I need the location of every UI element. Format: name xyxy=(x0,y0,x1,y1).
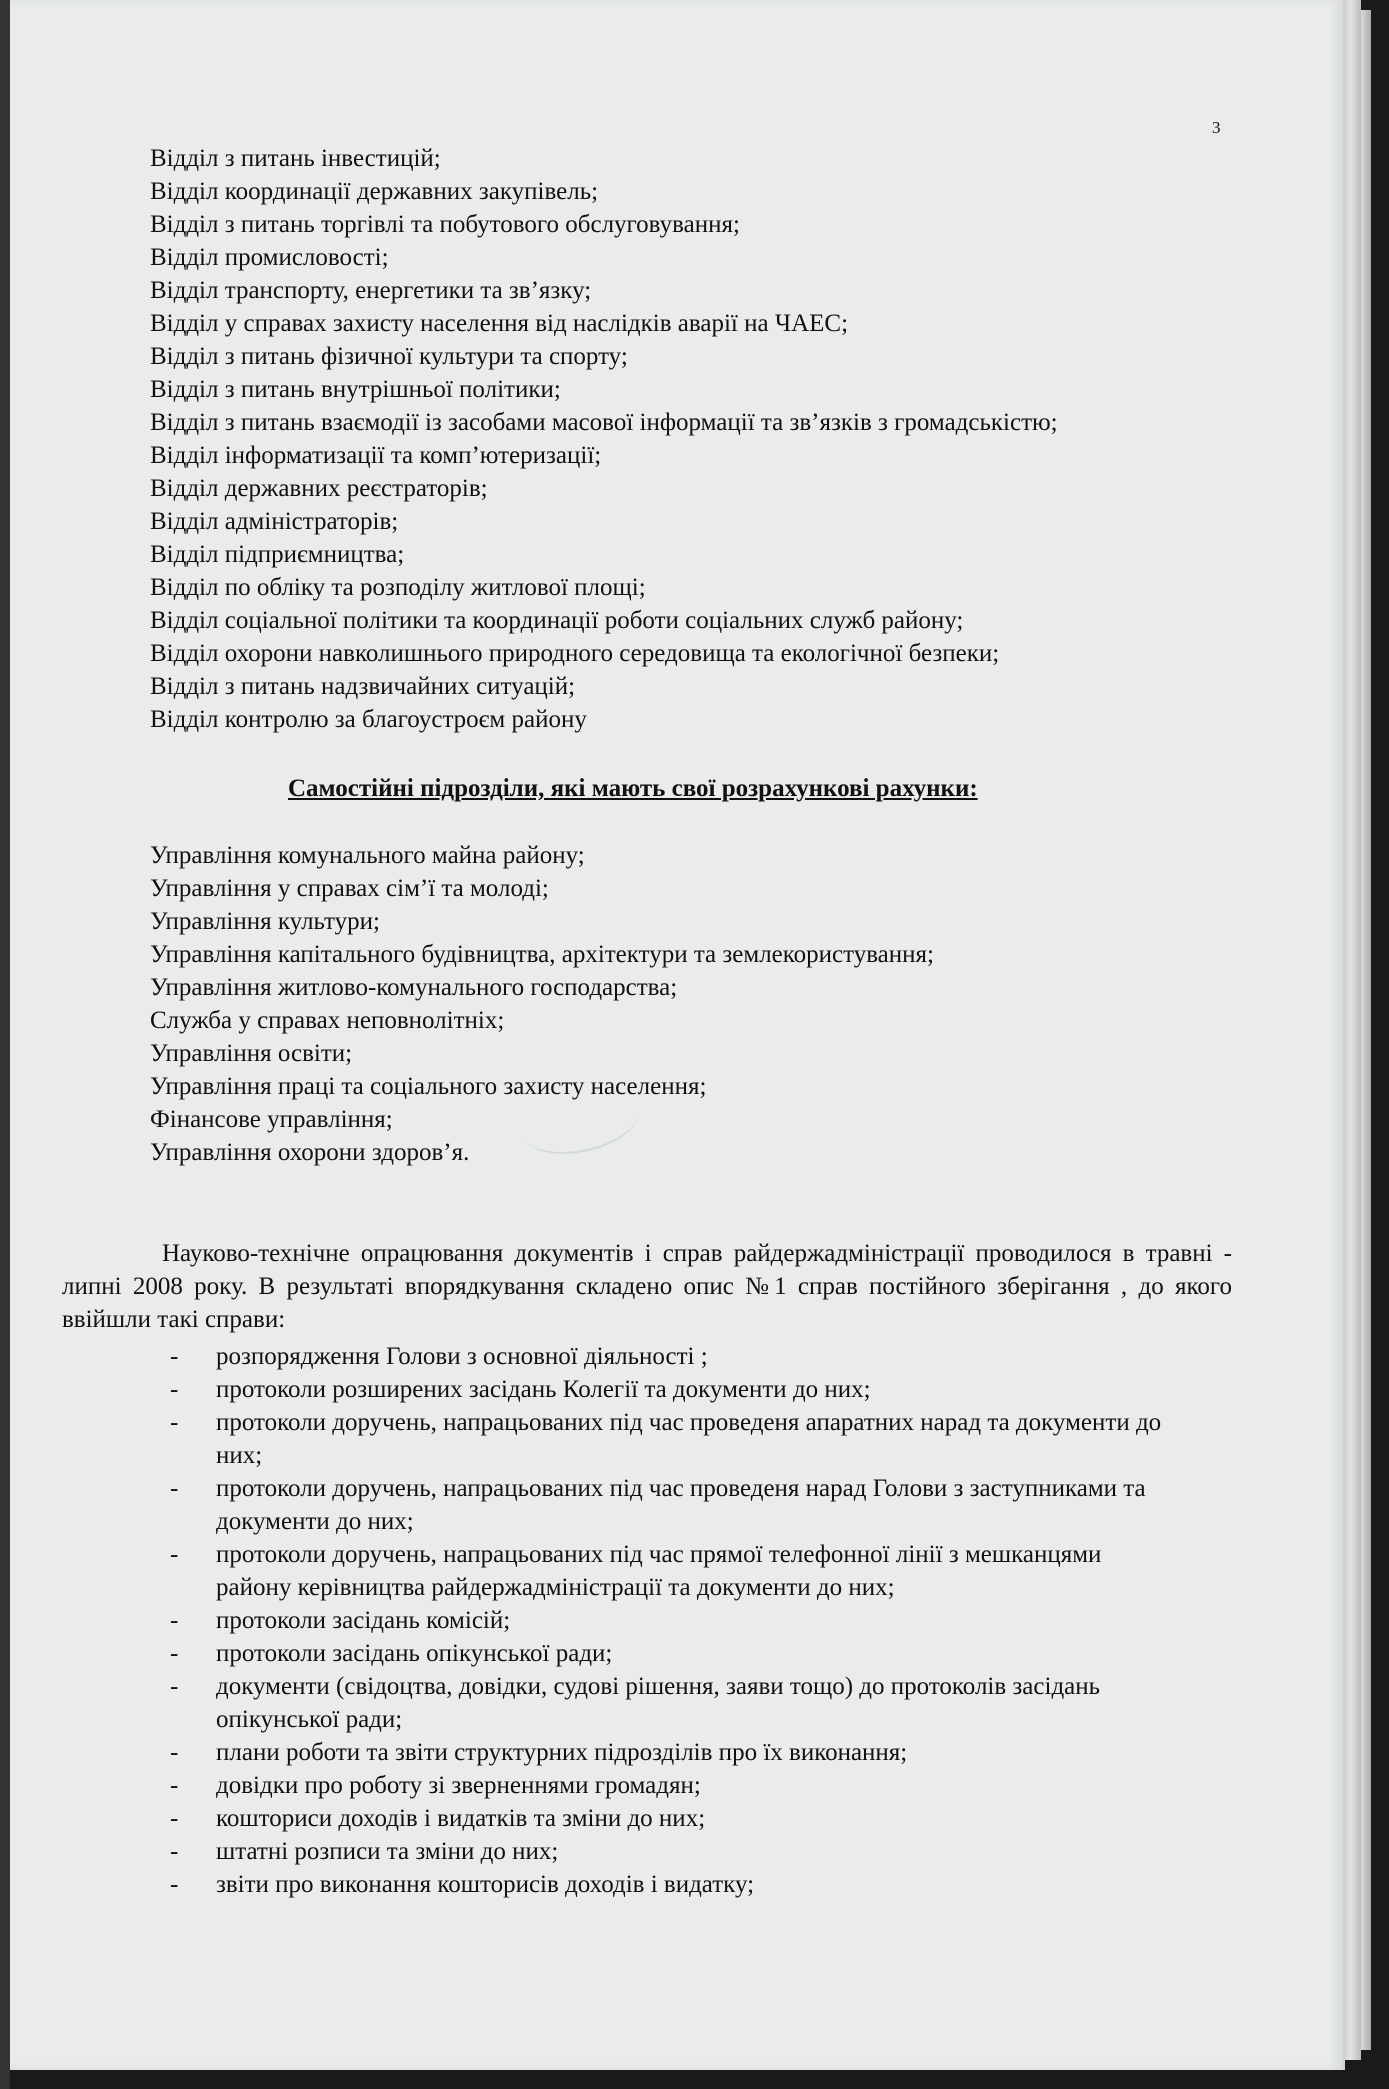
list-item-text: протоколи засідань опікунської ради; xyxy=(216,1640,613,1667)
dash-marker: - xyxy=(170,1871,179,1898)
list-item: Відділ з питань торгівлі та побутового обслуговування; xyxy=(150,211,740,238)
list-item-text: кошториси доходів і видатків та зміни до них; xyxy=(216,1805,706,1832)
dash-marker: - xyxy=(170,1541,179,1568)
list-item: Управління комунального майна району; xyxy=(150,842,585,869)
dash-marker: - xyxy=(170,1376,179,1403)
list-item: Відділ державних реєстраторів; xyxy=(150,475,488,502)
list-item: Управління праці та соціального захисту населення; xyxy=(150,1073,707,1100)
list-item: Відділ координації державних закупівель; xyxy=(150,178,599,205)
list-item: Фінансове управління; xyxy=(150,1106,393,1133)
list-item: Управління освіти; xyxy=(150,1040,353,1067)
list-item xyxy=(170,1472,1170,1538)
list-item-text: протоколи доручень, напрацьованих під час прямої телефонної лінії з мешканцями району керівництва райдержадміністрації та документи до них; xyxy=(216,1541,1102,1601)
list-item: Відділ з питань взаємодії із засобами масової інформації та зв’язків з громадськістю; xyxy=(150,409,1058,436)
list-item-text: довідки про роботу зі зверненнями громадян; xyxy=(216,1772,701,1799)
list-item-text: протоколи доручень, напрацьованих під час проведеня апаратних нарад та документи до них; xyxy=(216,1409,1162,1469)
page-stack-edge-back xyxy=(1361,10,1371,2050)
list-item: Служба у справах неповнолітніх; xyxy=(150,1007,505,1034)
dash-marker: - xyxy=(170,1607,179,1634)
list-item xyxy=(170,1340,1170,1373)
list-item-text: протоколи доручень, напрацьованих під час проведеня нарад Голови з заступниками та документи до них; xyxy=(216,1475,1146,1535)
list-item xyxy=(170,1835,1170,1868)
list-item: Відділ з питань інвестицій; xyxy=(150,145,441,172)
dash-marker: - xyxy=(170,1739,179,1766)
list-item-text: документи (свідоцтва, довідки, судові рішення, заяви тощо) до протоколів засідань опікунської ради; xyxy=(216,1673,1101,1733)
dash-marker: - xyxy=(170,1673,179,1700)
list-item: Відділ адміністраторів; xyxy=(150,508,399,535)
list-item: Управління охорони здоров’я. xyxy=(150,1139,470,1166)
dash-marker: - xyxy=(170,1805,179,1832)
list-item xyxy=(170,1802,1170,1835)
list-item-text: розпорядження Голови з основної діяльності ; xyxy=(216,1343,708,1370)
list-item: Відділ підприємництва; xyxy=(150,541,405,568)
body-paragraph: Науково-технічне опрацювання документів і справ райдержадміністрації проводилося в травні - липні 2008 року. В результаті впорядкування складено опис №1 справ постійного зберігання , до якого ввійшли такі справи: xyxy=(62,1240,1232,1333)
section-heading: Самостійні підрозділи, які мають свої розрахункові рахунки: xyxy=(288,775,978,802)
dash-marker: - xyxy=(170,1640,179,1667)
list-item: Відділ з питань надзвичайних ситуацій; xyxy=(150,673,576,700)
list-item: Відділ промисловості; xyxy=(150,244,389,271)
list-item: Управління у справах сім’ї та молоді; xyxy=(150,875,549,902)
list-item: Відділ соціальної політики та координації роботи соціальних служб району; xyxy=(150,607,964,634)
list-item: Відділ транспорту, енергетики та зв’язку; xyxy=(150,277,592,304)
dash-marker: - xyxy=(170,1343,179,1370)
page-stack-edge xyxy=(1343,0,1361,2060)
dash-marker: - xyxy=(170,1838,179,1865)
list-item: Відділ контролю за благоустроєм району xyxy=(150,706,587,733)
list-item-text: штатні розписи та зміни до них; xyxy=(216,1838,559,1865)
page-number: 3 xyxy=(1212,118,1221,137)
dash-marker: - xyxy=(170,1772,179,1799)
list-item: Відділ з питань внутрішньої політики; xyxy=(150,376,561,403)
list-item xyxy=(170,1670,1170,1736)
list-item: Відділ інформатизації та комп’ютеризації; xyxy=(150,442,602,469)
list-item: Відділ з питань фізичної культури та спорту; xyxy=(150,343,628,370)
list-item xyxy=(170,1604,1170,1637)
list-item xyxy=(170,1736,1170,1769)
list-item-text: звіти про виконання кошторисів доходів і видатку; xyxy=(216,1871,755,1898)
list-item: Відділ по обліку та розподілу житлової площі; xyxy=(150,574,646,601)
list-item: Відділ у справах захисту населення від наслідків аварії на ЧАЕС; xyxy=(150,310,849,337)
dash-marker: - xyxy=(170,1409,179,1436)
dash-marker: - xyxy=(170,1475,179,1502)
list-item: Відділ охорони навколишнього природного середовища та екологічної безпеки; xyxy=(150,640,1000,667)
list-item-text: плани роботи та звіти структурних підрозділів про їх виконання; xyxy=(216,1739,908,1766)
list-item: Управління житлово-комунального господарства; xyxy=(150,974,678,1001)
list-item xyxy=(170,1406,1170,1472)
list-item xyxy=(170,1373,1170,1406)
list-item-text: протоколи засідань комісій; xyxy=(216,1607,511,1634)
list-item-text: протоколи розширених засідань Колегії та документи до них; xyxy=(216,1376,871,1403)
records-list xyxy=(170,1340,1170,1901)
list-item: Управління капітального будівництва, архітектури та землекористування; xyxy=(150,941,934,968)
scan-left-edge xyxy=(0,0,10,2089)
list-item xyxy=(170,1868,1170,1901)
list-item xyxy=(170,1769,1170,1802)
list-item: Управління культури; xyxy=(150,908,380,935)
list-item xyxy=(170,1538,1170,1604)
list-item xyxy=(170,1637,1170,1670)
